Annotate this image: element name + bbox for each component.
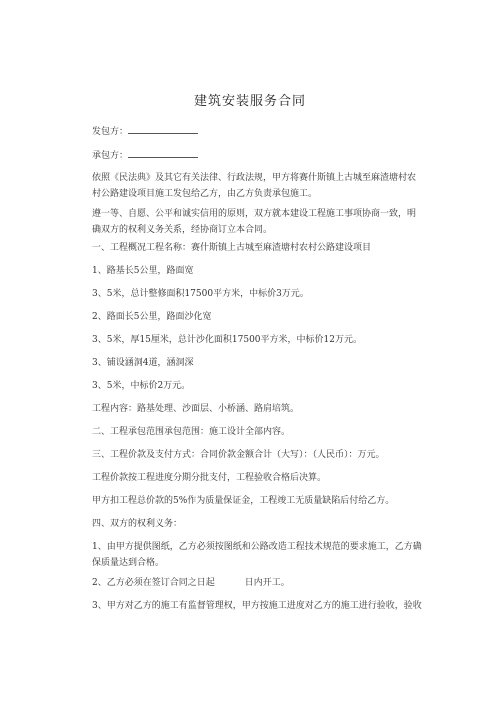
- section-4: 四、双方的权利义务：: [92, 519, 183, 529]
- item-3: 3、铺设涵洞4道，涵洞深: [92, 358, 194, 368]
- work-content: 工程内容：路基处理、沙面层、小桥涵、路肩培筑。: [92, 404, 300, 414]
- item-1: 1、路基长5公里，路面宽: [92, 266, 194, 276]
- payment-terms-2: 甲方扣工程总价款的5%作为质量保证金，工程竣工无质量缺陷后付给乙方。: [92, 496, 395, 506]
- right-2-start: 2、乙方必须在签订合同之日起: [92, 578, 215, 588]
- right-2-line: [92, 575, 410, 591]
- party-b-line: [92, 148, 410, 164]
- party-a-line: [92, 124, 410, 140]
- principle-paragraph: 遵一等、自愿、公平和诚实信用的原则，双方就本建设工程施工事项协商一致，明确双方的权利义务关系，经协商订立本合同。: [92, 209, 417, 235]
- payment-terms-1: 工程价款按工程进度分期分批支付，工程验收合格后决算。: [92, 473, 327, 483]
- right-1: 1、由甲方提供图纸，乙方必须按图纸和公路改造工程技术规范的要求施工，乙方确保质量达到合格。: [92, 542, 422, 568]
- intro-paragraph: 依照《民法典》及其它有关法律、行政法规，甲方将赛什斯镇上古城至麻渣塘村农村公路建设项目施工发包给乙方，由乙方负责承包施工。: [92, 173, 417, 199]
- right-2-end: 日内开工。: [244, 578, 290, 588]
- section-2: 二、工程承包范围承包范围：施工设计全部内容。: [92, 427, 291, 437]
- party-a-blank: [128, 125, 198, 134]
- party-b-blank: [128, 149, 198, 158]
- item-1-detail: 3、5米，总计整修面积17500平方米，中标价3万元。: [92, 289, 309, 299]
- right-3: 3、甲方对乙方的施工有监督管理权，甲方按施工进度对乙方的施工进行验收，验收: [92, 601, 422, 611]
- party-b-label: 承包方：: [92, 151, 129, 161]
- item-2: 2、路面长5公里，路面沙化宽: [92, 312, 212, 322]
- item-3-detail: 3、5米，中标价2万元。: [92, 381, 191, 391]
- item-2-detail: 3、5米，厚15厘米，总计沙化面积17500平方米，中标价12万元。: [92, 335, 362, 345]
- contract-title: 建筑安装服务合同: [193, 94, 306, 109]
- section-3: 三、工程价款及支付方式：合同价款金额合计（大写）：（人民币）：万元。: [92, 450, 385, 460]
- section-1-title: 一、工程概况工程名称：赛什斯镇上古城至麻渣塘村农村公路建设项目: [92, 243, 372, 253]
- party-a-label: 发包方：: [92, 127, 129, 137]
